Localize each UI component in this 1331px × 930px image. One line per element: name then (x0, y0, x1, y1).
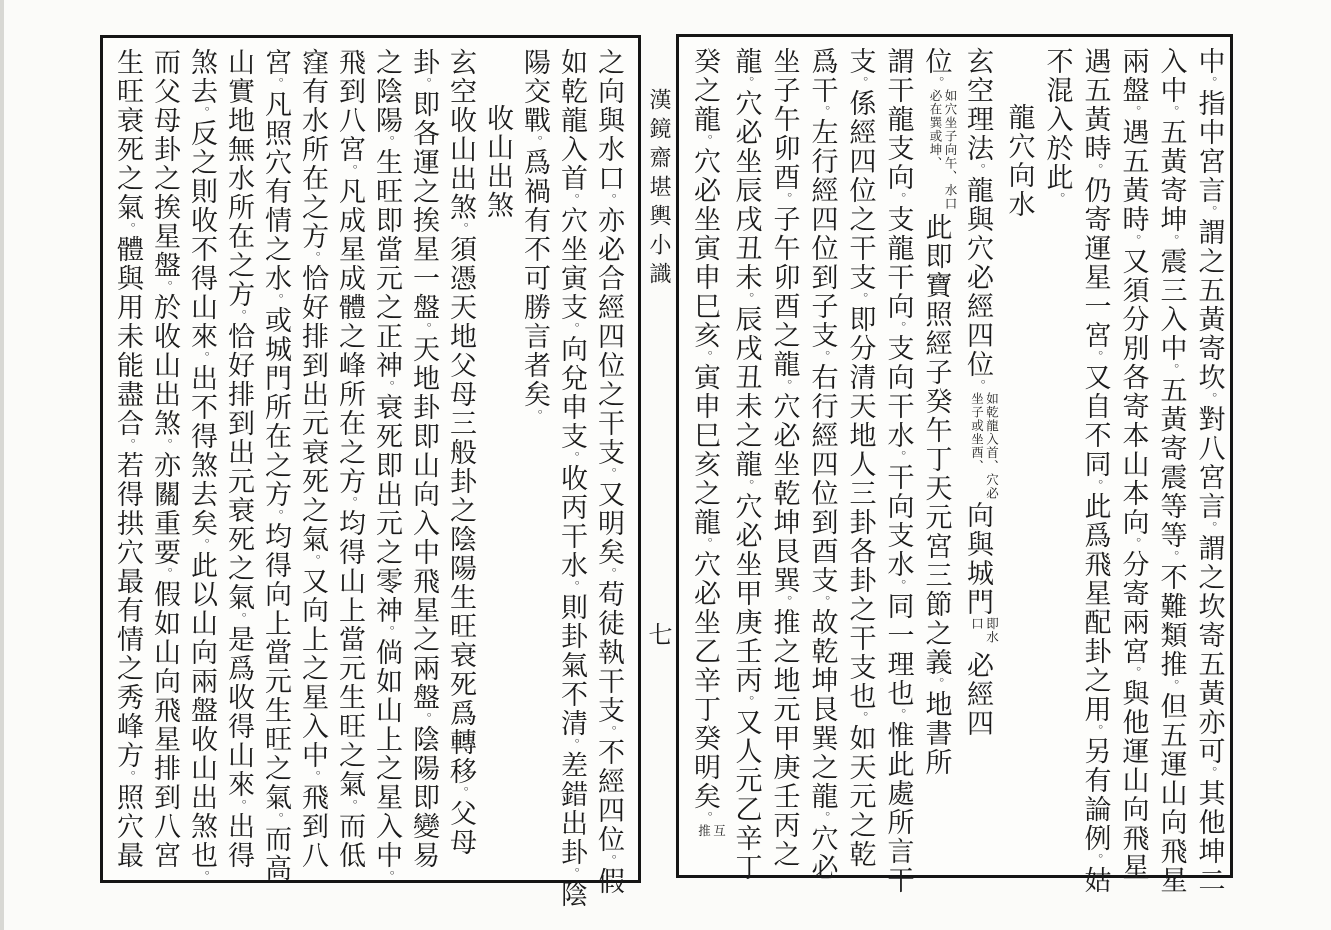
text-column: 謂干龍支向。支龍干向。支向干水。干向支水。同一理也。惟此處所言干 (882, 47, 914, 895)
text-column: 玄空收山出煞。須憑天地父母三般卦之陰陽生旺衰死爲轉移。父母 (445, 48, 476, 857)
text-column: 中。指中宮言。謂之五黃寄坎。對八宮言。謂之坎寄五黃亦可。其他坤二 (1193, 47, 1225, 895)
punctuation-mark: 。 (231, 799, 246, 812)
punctuation-mark: 。 (453, 222, 468, 235)
punctuation-mark: 。 (601, 725, 616, 738)
punctuation-mark: 。 (157, 567, 172, 580)
punctuation-mark: 。 (120, 438, 135, 451)
punctuation-mark: 。 (453, 786, 468, 799)
punctuation-mark: 。 (342, 496, 357, 509)
punctuation-mark: 。 (379, 380, 394, 393)
punctuation-mark: 。 (814, 595, 830, 608)
punctuation-mark: 。 (776, 379, 792, 392)
left-page (100, 35, 641, 909)
inline-annotation: 互推 (696, 824, 727, 838)
scan-edge-shadow (0, 0, 4, 930)
punctuation-mark: 。 (738, 292, 754, 305)
section-heading-column: 龍穴向水 (1003, 103, 1035, 219)
punctuation-mark: 。 (305, 554, 320, 567)
punctuation-mark: 。 (268, 509, 283, 522)
punctuation-mark: 。 (1087, 350, 1103, 363)
punctuation-mark: 。 (231, 612, 246, 625)
punctuation-mark: 。 (814, 811, 830, 824)
text-column: 如乾龍入首。穴坐寅支。向兌申支。收丙干水。則卦氣不清。差錯出卦。陰 (556, 48, 587, 909)
punctuation-mark: 。 (928, 76, 944, 89)
punctuation-mark: 。 (776, 192, 792, 205)
page-number: 七 (644, 622, 672, 646)
punctuation-mark: 。 (776, 595, 792, 608)
punctuation-mark: 。 (564, 580, 579, 593)
punctuation-mark: 。 (1163, 679, 1179, 692)
punctuation-mark: 。 (1125, 234, 1141, 247)
punctuation-mark: 。 (890, 321, 906, 334)
text-column: 而父母卦之挨星盤。於收山出煞。亦關重要。假如山向飛星排到八宮 (149, 48, 180, 870)
punctuation-mark: 。 (564, 451, 579, 464)
punctuation-mark: 。 (697, 811, 712, 824)
punctuation-mark: 。 (1049, 192, 1065, 205)
punctuation-mark: 。 (814, 350, 830, 363)
text-column: 煞去。反之則收不得山來。出不得煞去矣。此以山向兩盤收山出煞也。 (186, 48, 217, 883)
punctuation-mark: 。 (601, 854, 616, 867)
punctuation-mark: 。 (1163, 363, 1179, 376)
punctuation-mark: 。 (120, 222, 135, 235)
text-column: 宮。凡照穴有情之水。或城門所在之方。均得向上當元生旺之氣。而高 (260, 48, 291, 883)
punctuation-mark: 。 (1087, 163, 1103, 176)
punctuation-mark: 。 (1087, 724, 1103, 737)
text-column: 位。如穴坐子向午、水口必在巽或坤、此即寶照經子癸午丁天元宮三節之義。地書所 (920, 47, 958, 777)
punctuation-mark: 。 (379, 870, 394, 883)
punctuation-mark: 。 (1201, 76, 1217, 89)
center-spine (641, 34, 676, 882)
punctuation-mark: 。 (194, 538, 209, 551)
punctuation-mark: 。 (268, 293, 283, 306)
section-heading-column: 收山出煞 (482, 104, 513, 220)
punctuation-mark: 。 (890, 579, 906, 592)
punctuation-mark: 。 (305, 770, 320, 783)
punctuation-mark: 。 (268, 77, 283, 90)
text-column: 坐子午卯酉。子午卯酉之龍。穴必坐乾坤艮巽。推之地元甲庚壬丙之 (768, 47, 800, 869)
punctuation-mark: 。 (601, 567, 616, 580)
punctuation-mark: 。 (527, 409, 542, 422)
punctuation-mark: 。 (1125, 105, 1141, 118)
text-column: 陽交戰。爲禍有不可勝言者矣。 (519, 48, 550, 422)
text-column: 遇五黃時。仍寄運星一宮。又自不同。此爲飛星配卦之用。另有論例。姑 (1079, 47, 1111, 895)
punctuation-mark: 。 (342, 164, 357, 177)
punctuation-mark: 。 (416, 77, 431, 90)
right-page-text (679, 37, 1235, 895)
text-column: 不混入於此。 (1041, 47, 1073, 205)
punctuation-mark: 。 (379, 135, 394, 148)
punctuation-mark: 。 (231, 309, 246, 322)
book-title: 漢鏡齋堪輿小識 (646, 88, 671, 291)
punctuation-mark: 。 (527, 135, 542, 148)
text-column: 生旺衰死之氣。體與用未能盡合。若得拱穴最有情之秀峰方。照穴最 (112, 48, 143, 870)
punctuation-mark: 。 (1125, 666, 1141, 679)
punctuation-mark: 。 (120, 770, 135, 783)
punctuation-mark: 。 (852, 292, 868, 305)
punctuation-mark: 。 (564, 322, 579, 335)
text-column: 卦。即各運之挨星一盤。天地卦即山向入中飛星之兩盤。陰陽即變易 (408, 48, 439, 870)
text-column: 支。係經四位之干支。即分清天地人三卦各卦之干支也。如天元之乾 (844, 47, 876, 869)
punctuation-mark: 。 (1087, 479, 1103, 492)
punctuation-mark: 。 (379, 625, 394, 638)
punctuation-mark: 。 (194, 351, 209, 364)
punctuation-mark: 。 (416, 712, 431, 725)
punctuation-mark: 。 (697, 134, 712, 147)
punctuation-mark: 。 (814, 105, 830, 118)
punctuation-mark: 。 (157, 438, 172, 451)
text-column: 飛到八宮。凡成星成體之峰所在之方。均得山上當元生旺之氣。而低 (334, 48, 365, 870)
punctuation-mark: 。 (1201, 205, 1217, 218)
punctuation-mark: 。 (601, 467, 616, 480)
punctuation-mark: 。 (1163, 105, 1179, 118)
punctuation-mark: 。 (564, 738, 579, 751)
punctuation-mark: 。 (928, 677, 944, 690)
punctuation-mark: 。 (1201, 392, 1217, 405)
punctuation-mark: 。 (697, 537, 712, 550)
text-column: 窪有水所在之方。恰好排到出元衰死之氣。又向上之星入中。飛到八 (297, 48, 328, 870)
punctuation-mark: 。 (1163, 550, 1179, 563)
punctuation-mark: 。 (890, 450, 906, 463)
punctuation-mark: 。 (268, 812, 283, 825)
left-page-text (103, 38, 634, 909)
punctuation-mark: 。 (342, 799, 357, 812)
punctuation-mark: 。 (1201, 766, 1217, 779)
punctuation-mark: 。 (970, 379, 985, 392)
punctuation-mark: 。 (890, 708, 906, 721)
text-column: 兩盤。遇五黃時。又須分別各寄本山本向。分寄兩宮。與他運山向飛星 (1117, 47, 1149, 882)
punctuation-mark: 。 (1201, 521, 1217, 534)
text-column: 入中。五黃寄坤。震三入中。五黃寄震等等。不難類推。但五運山向飛星 (1155, 47, 1187, 895)
punctuation-mark: 。 (738, 695, 754, 708)
text-column: 山實地無水所在之方。恰好排到出元衰死之氣。是爲收得山來。出得 (223, 48, 254, 870)
punctuation-mark: 。 (697, 350, 712, 363)
punctuation-mark: 。 (305, 251, 320, 264)
text-column: 之向與水口。亦必合經四位之干支。又明矣。苟徒執干支。不經四位。假 (593, 48, 624, 896)
punctuation-mark: 。 (194, 870, 209, 883)
text-column: 龍。穴必坐辰戌丑未。辰戌丑未之龍。穴必坐甲庚壬丙。又人元乙辛丁 (730, 47, 762, 882)
punctuation-mark: 。 (738, 479, 754, 492)
text-column: 玄空理法。龍與穴必經四位。如乾龍入首、穴必坐子或坐酉、向與城門即水口必經四 (962, 47, 1000, 738)
punctuation-mark: 。 (157, 280, 172, 293)
text-column: 爲干。左行經四位到子支。右行經四位到酉支。故乾坤艮巽之龍。穴必 (806, 47, 838, 882)
punctuation-mark: 。 (1163, 234, 1179, 247)
inline-annotation: 如乾龍入首、穴必坐子或坐酉、 (969, 392, 1000, 500)
punctuation-mark: 。 (890, 192, 906, 205)
text-column: 之陰陽。生旺即當元之正神。衰死即出元之零神。倘如山上之星入中。 (371, 48, 402, 883)
right-page (676, 34, 1233, 895)
punctuation-mark: 。 (852, 76, 868, 89)
text-column: 癸之龍。穴必坐寅申巳亥。寅申巳亥之龍。穴必坐乙辛丁癸明矣。互推 (685, 47, 727, 867)
punctuation-mark: 。 (194, 106, 209, 119)
punctuation-mark: 。 (564, 867, 579, 880)
inline-annotation: 如穴坐子向午、水口必在巽或坤、 (928, 89, 958, 211)
punctuation-mark: 。 (1125, 537, 1141, 550)
punctuation-mark: 。 (852, 711, 868, 724)
punctuation-mark: 。 (738, 76, 754, 89)
punctuation-mark: 。 (564, 193, 579, 206)
punctuation-mark: 。 (970, 163, 985, 176)
punctuation-mark: 。 (416, 322, 431, 335)
punctuation-mark: 。 (1087, 853, 1103, 866)
punctuation-mark: 。 (601, 193, 616, 206)
inline-annotation: 即水口 (969, 617, 1000, 644)
